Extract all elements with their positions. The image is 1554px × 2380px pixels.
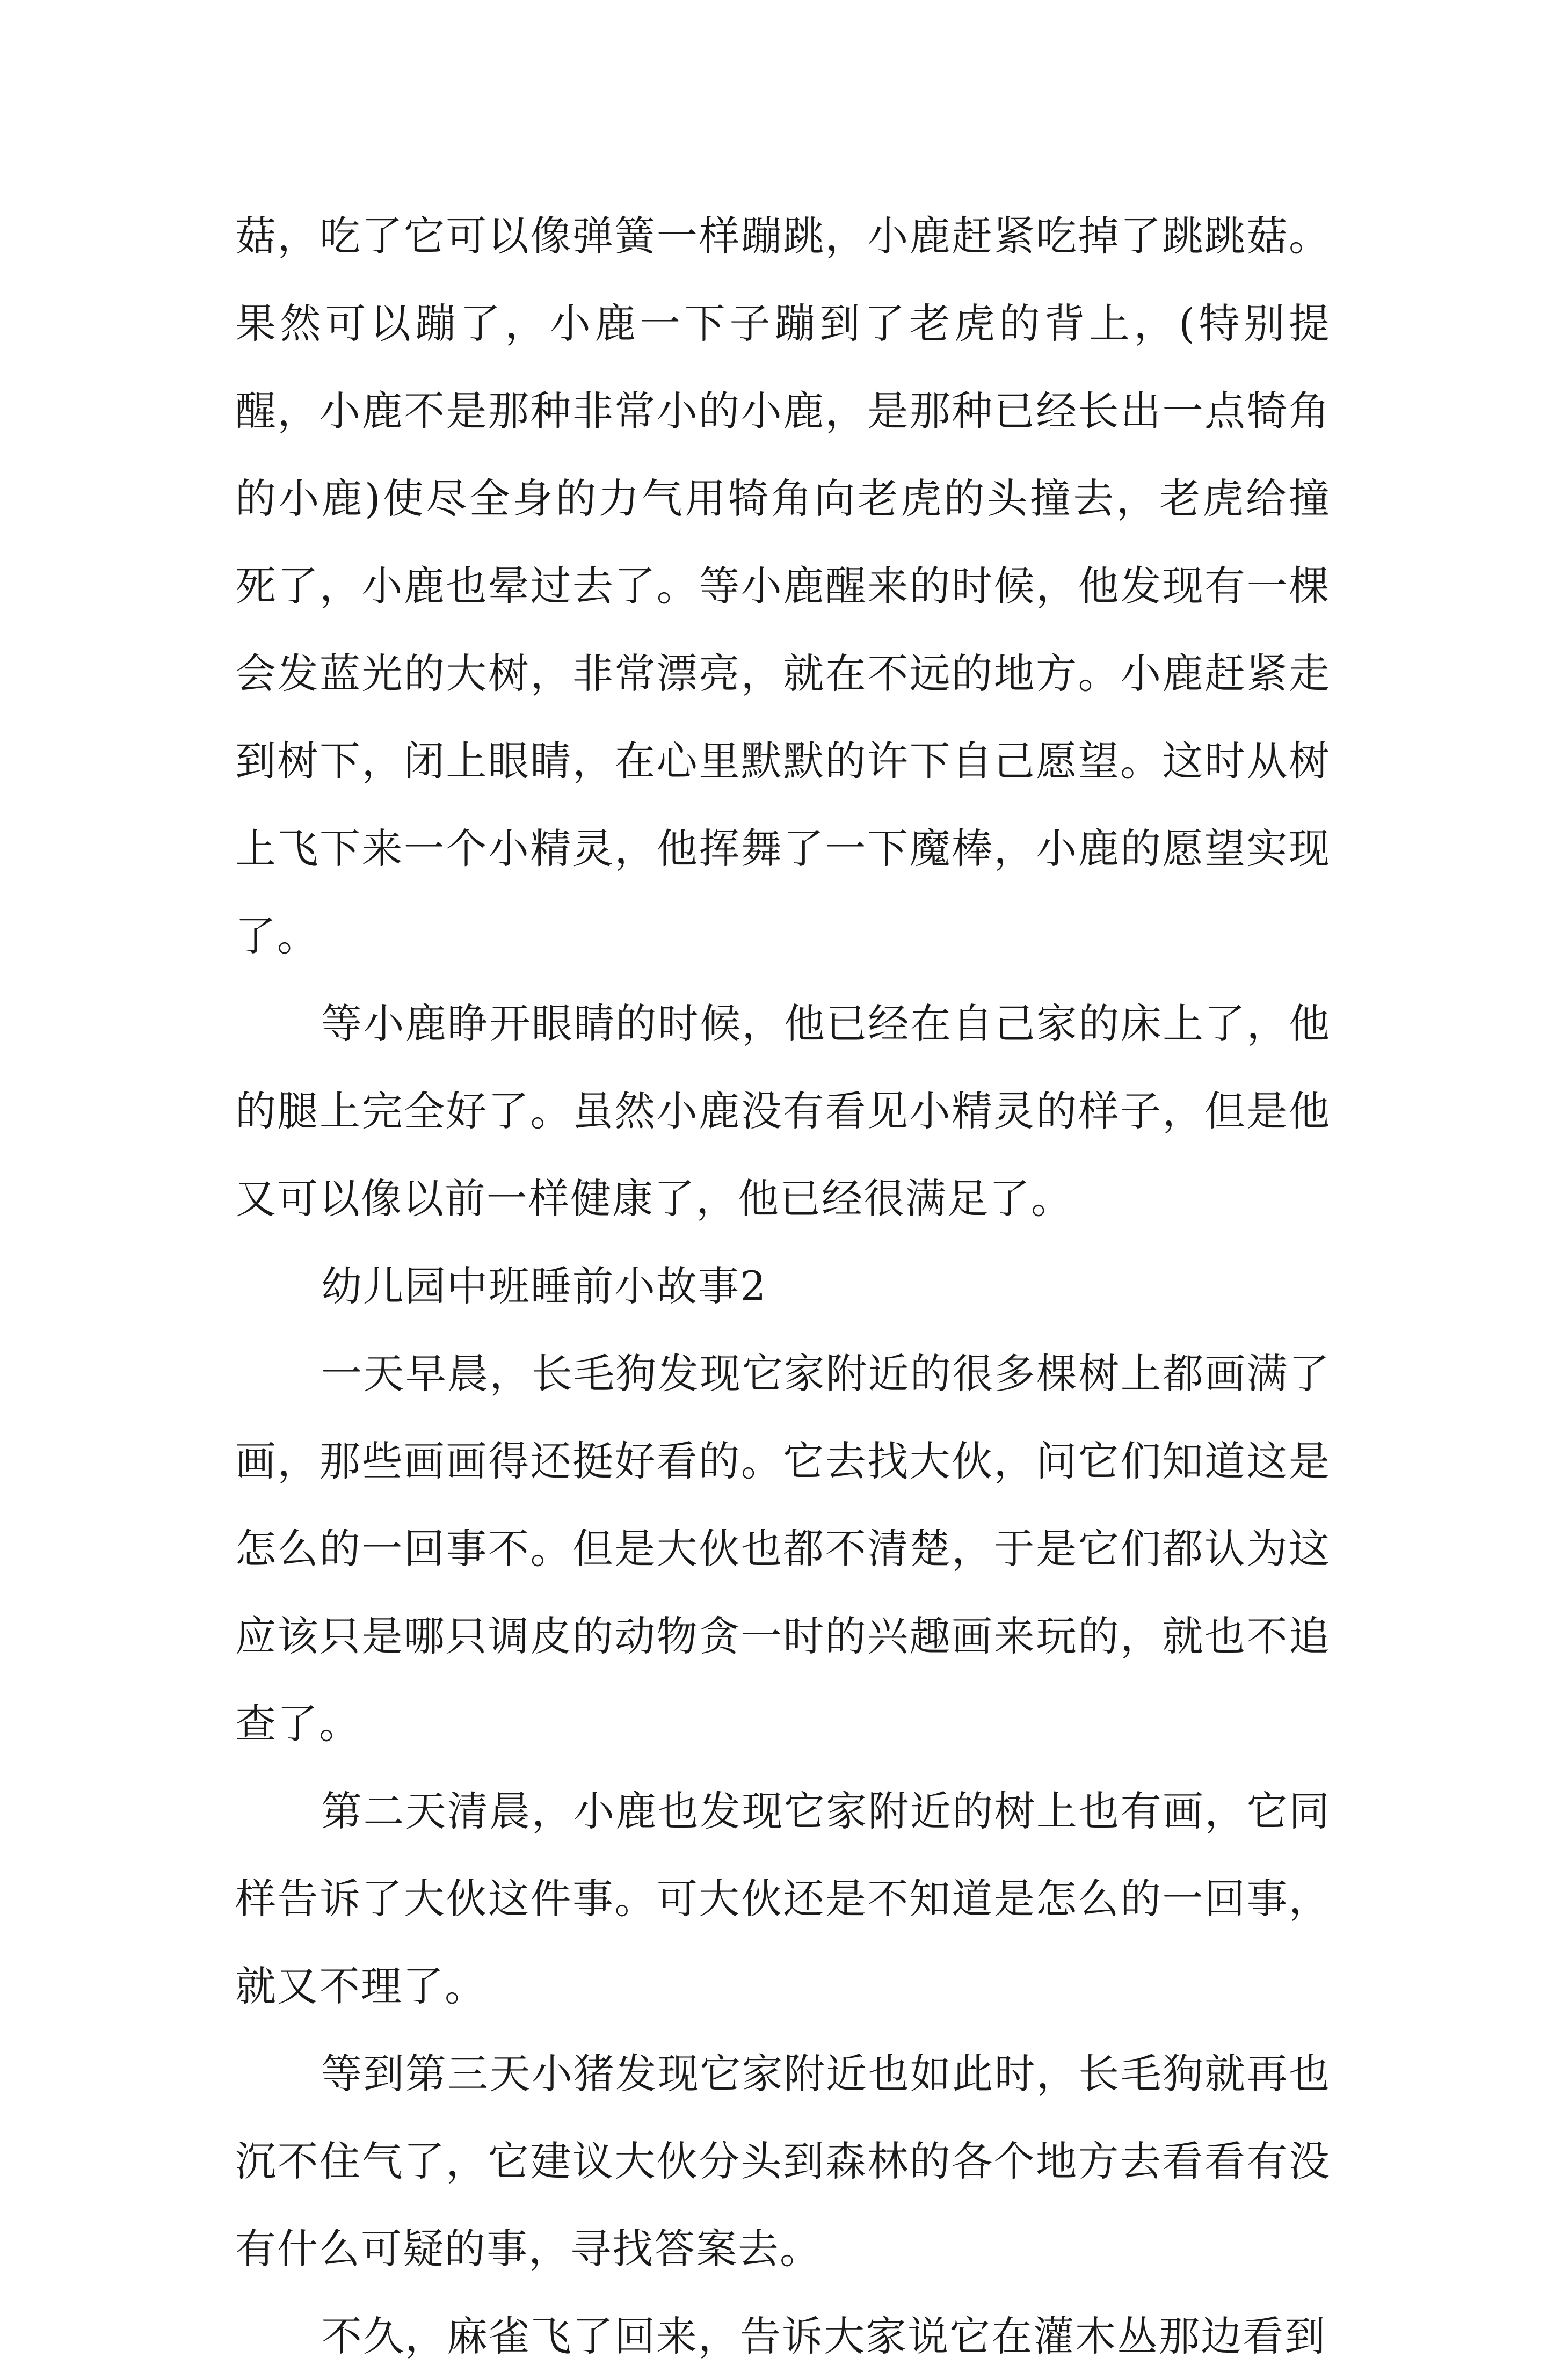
story-heading: 幼儿园中班睡前小故事2 (321, 1262, 767, 1310)
document-body (235, 192, 1331, 2380)
paragraph: 不久，麻雀飞了回来，告诉大家说它在灌木丛那边看到 (321, 2312, 1326, 2360)
paragraph: 菇，吃了它可以像弹簧一样蹦跳，小鹿赶紧吃掉了跳跳菇。果然可以蹦了，小鹿一下子蹦到了老虎的背上，(特别提醒，小鹿不是那种非常小的小鹿，是那种已经长出一点犄角的小鹿)使尽全身的力气用犄角向老虎的头撞去，老虎给撞死了，小鹿也晕过去了。等小鹿醒来的时候，他发现有一棵会发蓝光的大树，非常漂亮，就在不远的地方。小鹿赶紧走到树下，闭上眼睛，在心里默默的许下自己愿望。这时从树上飞下来一个小精灵，他挥舞了一下魔棒，小鹿的愿望实现了。 (235, 212, 1331, 960)
paragraph: 一天早晨，长毛狗发现它家附近的很多棵树上都画满了画，那些画画得还挺好看的。它去找大伙，问它们知道这是怎么的一回事不。但是大伙也都不清楚，于是它们都认为这应该只是哪只调皮的动物贪一时的兴趣画来玩的，就也不追查了。 (235, 1350, 1331, 1748)
paragraph: 第二天清晨，小鹿也发现它家附近的树上也有画，它同样告诉了大伙这件事。可大伙还是不知道是怎么的一回事，就又不理了。 (235, 1787, 1331, 2010)
paragraph: 等小鹿睁开眼睛的时候，他已经在自己家的床上了，他的腿上完全好了。虽然小鹿没有看见小精灵的样子，但是他又可以像以前一样健康了，他已经很满足了。 (235, 1000, 1331, 1222)
paragraph: 等到第三天小猪发现它家附近也如此时，长毛狗就再也沉不住气了，它建议大伙分头到森林的各个地方去看看有没有什么可疑的事，寻找答案去。 (235, 2050, 1331, 2273)
